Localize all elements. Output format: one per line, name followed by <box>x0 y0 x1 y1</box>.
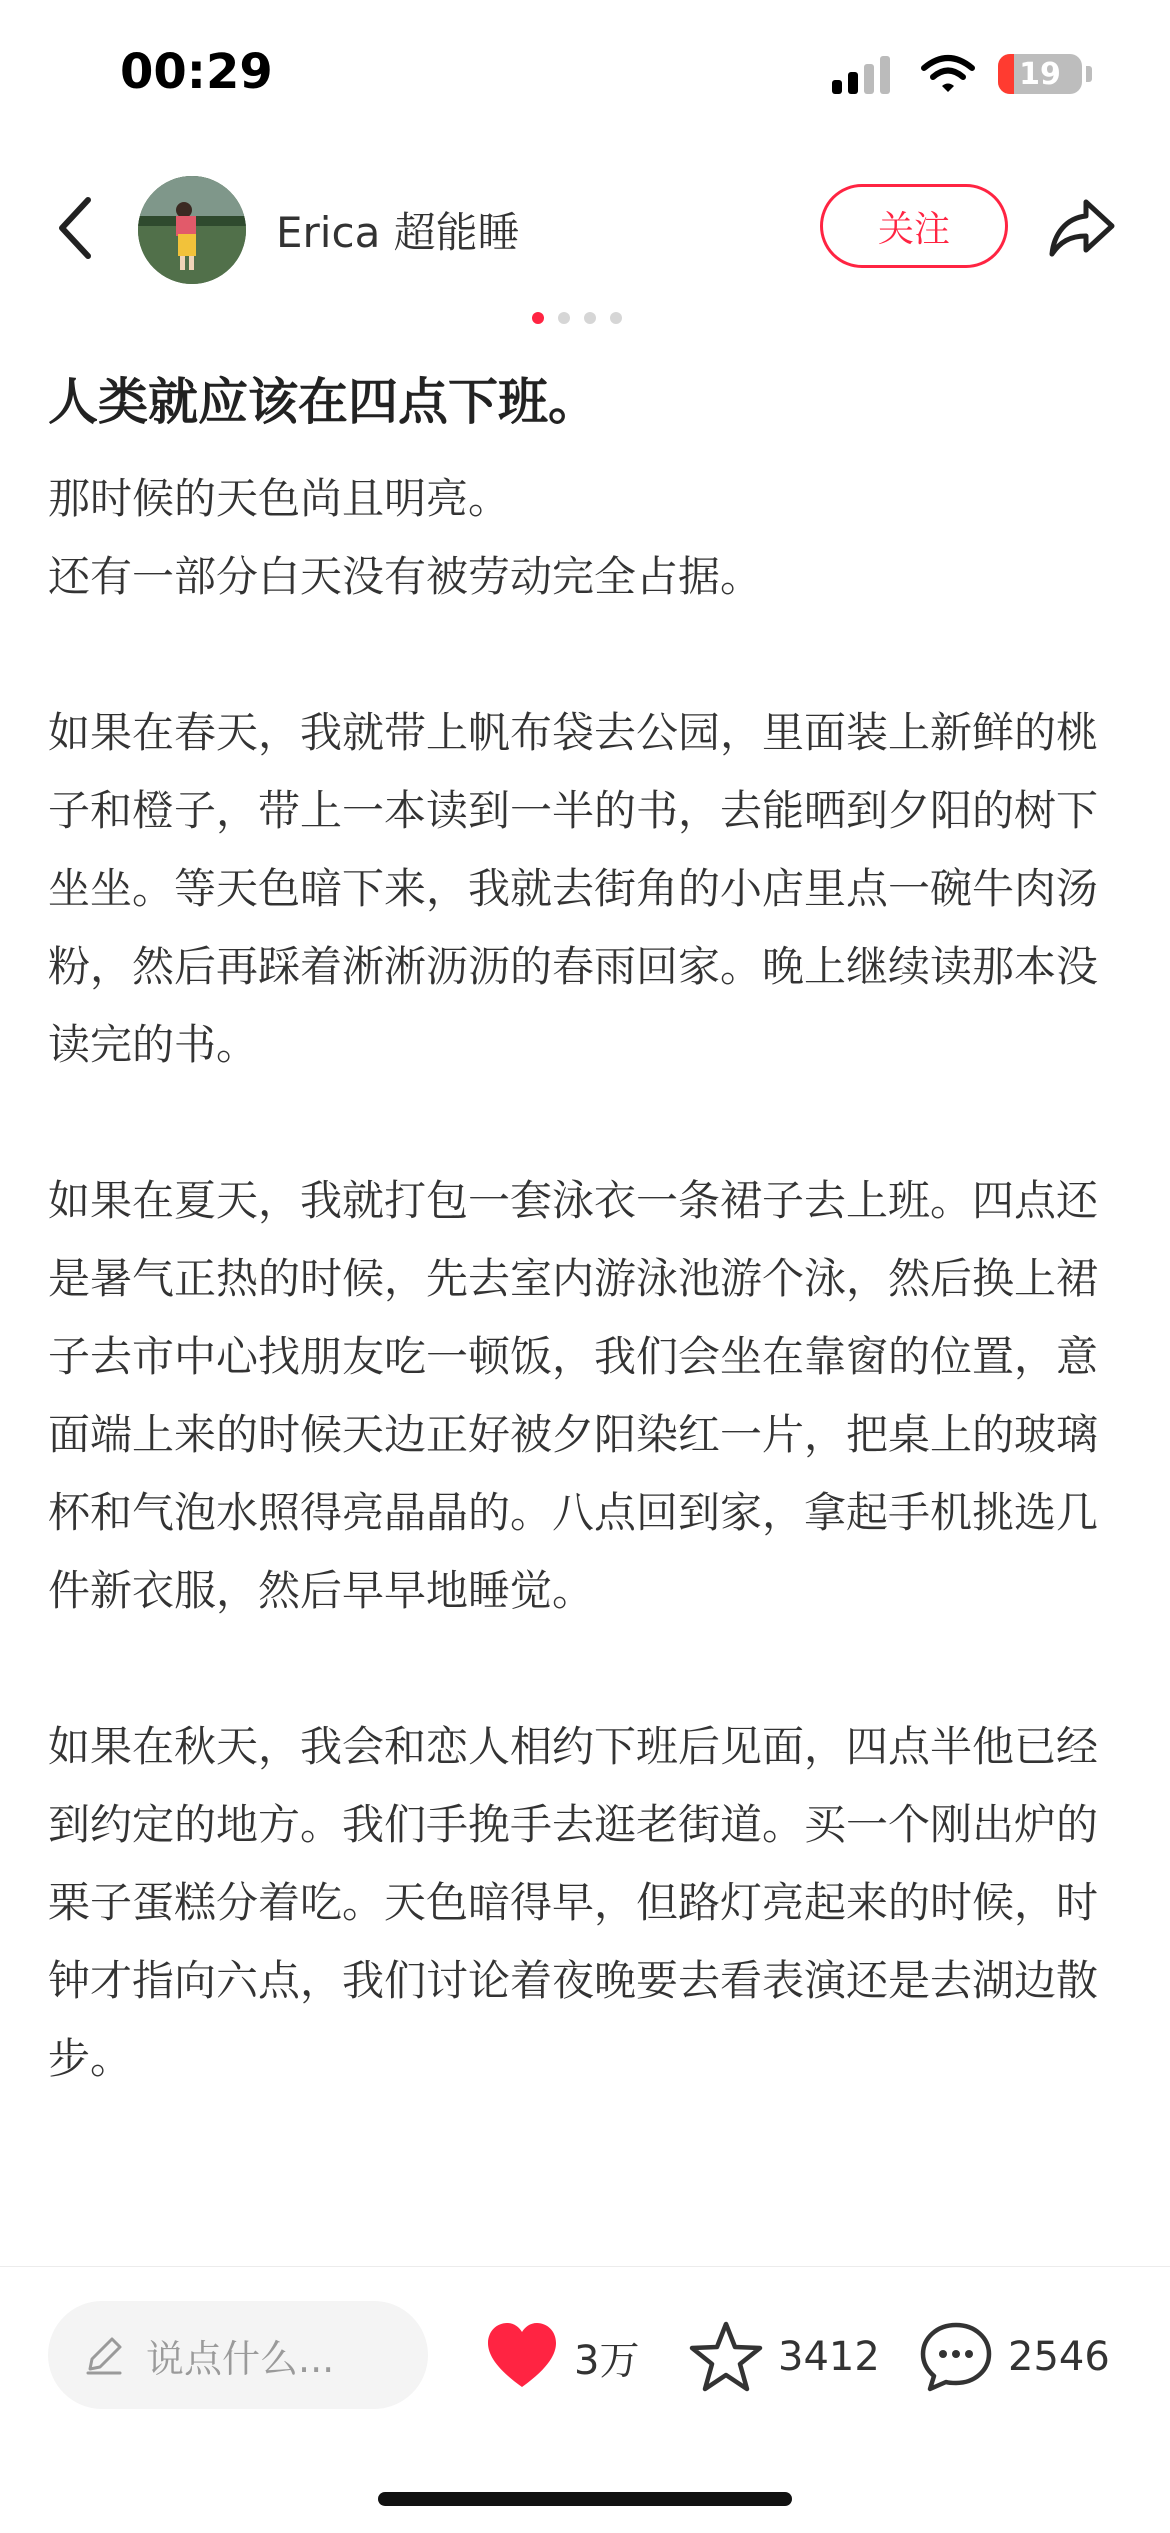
back-icon[interactable] <box>48 192 104 264</box>
status-time: 00:29 <box>120 44 273 100</box>
avatar-image <box>138 176 246 284</box>
comment-icon <box>918 2319 994 2395</box>
favorite-count: 3412 <box>778 2334 880 2380</box>
like-button[interactable] <box>484 2319 639 2395</box>
status-icons <box>832 52 1092 96</box>
battery-icon <box>998 54 1082 94</box>
share-icon[interactable] <box>1046 192 1118 264</box>
comment-button[interactable] <box>918 2319 1110 2395</box>
heart-icon <box>484 2319 560 2395</box>
star-icon <box>688 2319 764 2395</box>
comment-placeholder: 说点什么... <box>146 2336 335 2381</box>
battery-cap <box>1086 66 1092 82</box>
carousel-indicator <box>532 312 622 324</box>
post-paragraph: 如果在夏天，我就打包一套泳衣一条裙子去上班。四点还是暑气正热的时候，先去室内游泳池游个泳，然后换上裙子去市中心找朋友吃一顿饭，我们会坐在靠窗的位置，意面端上来的时候天边正好被夕阳染红一片，把桌上的玻璃杯和气泡水照得亮晶晶的。八点回到家，拿起手机挑选几件新衣服，然后早早地睡觉。 <box>48 1176 1099 1615</box>
carousel-dot <box>558 312 570 324</box>
avatar[interactable] <box>138 176 246 284</box>
battery-fill <box>998 54 1014 94</box>
post-paragraph: 如果在春天，我就带上帆布袋去公园，里面装上新鲜的桃子和橙子，带上一本读到一半的书，去能晒到夕阳的树下坐坐。等天色暗下来，我就去街角的小店里点一碗牛肉汤粉，然后再踩着淅淅沥沥的春雨回家。晚上继续读那本没读完的书。 <box>48 708 1099 1069</box>
like-count: 3万 <box>574 2337 640 2384</box>
battery-level: 19 <box>1019 56 1061 92</box>
post-paragraph: 如果在秋天，我会和恋人相约下班后见面，四点半他已经到约定的地方。我们手挽手去逛老街道。买一个刚出炉的栗子蛋糕分着吃。天色暗得早，但路灯亮起来的时候，时钟才指向六点，我们讨论着夜晚要去看表演还是去湖边散步。 <box>48 1722 1099 2083</box>
carousel-dot <box>584 312 596 324</box>
follow-button[interactable]: 关注 <box>820 184 1008 268</box>
carousel-dot <box>610 312 622 324</box>
wifi-icon <box>920 54 976 94</box>
author-name[interactable]: Erica 超能睡 <box>276 208 520 257</box>
post-paragraph: 那时候的天色尚且明亮。 还有一部分白天没有被劳动完全占据。 <box>48 474 763 601</box>
comment-input[interactable] <box>48 2301 428 2409</box>
favorite-button[interactable] <box>688 2319 880 2395</box>
home-indicator[interactable] <box>378 2492 792 2506</box>
comment-count: 2546 <box>1008 2334 1110 2380</box>
pen-icon <box>82 2333 126 2377</box>
post-title: 人类就应该在四点下班。 <box>48 373 598 431</box>
post-body <box>48 460 1128 2176</box>
bottom-action-bar <box>0 2266 1170 2533</box>
signal-icon <box>832 54 898 94</box>
carousel-dot-active <box>532 312 544 324</box>
